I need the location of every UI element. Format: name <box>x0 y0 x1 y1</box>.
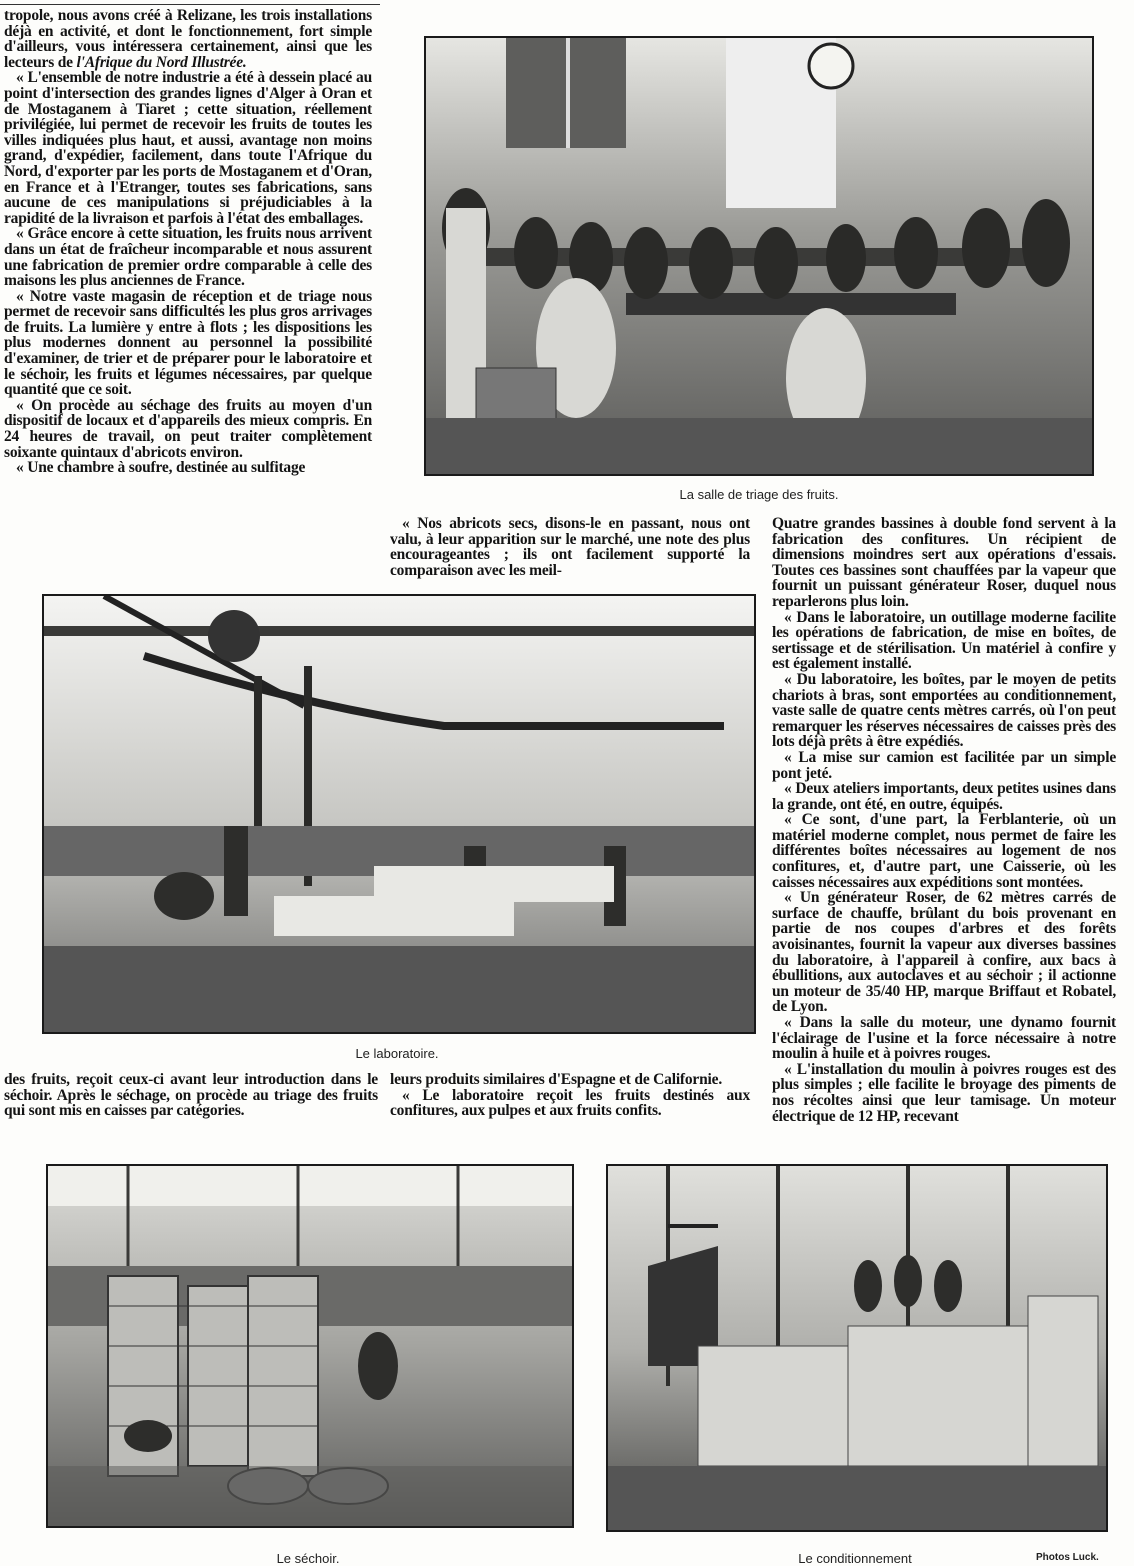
paragraph: « Du laboratoire, les boîtes, par le moyen de petits chariots à bras, sont emportées au conditionnement, vaste salle de quatre cents mètres carrés, où l'on peut remarquer les réserves nécessaires de caisses près des lots déjà prêts à être expédiés. <box>772 670 1116 751</box>
paragraph: Quatre grandes bassines à double fond servent à la fabrication des confitures. Un récipient de dimensions moindres sert aux opérations d'essais. Toutes ces bassines sont chauffées par la vapeur que fournit un puissant générateur Roser, duquel nous reparlerons plus loin. <box>772 515 1116 610</box>
photo-laboratoire <box>42 594 756 1034</box>
text-column-bottom-left <box>4 1072 378 1119</box>
paragraph: « On procède au séchage des fruits au moyen d'un dispositif de locaux et d'appareils des mieux compris. En 24 heures de travail, on peut traiter complètement soixante quintaux d'abricots environ. <box>4 396 372 461</box>
caption-laboratoire: Le laboratoire. <box>355 1046 439 1061</box>
photo-salle-de-triage <box>424 36 1094 476</box>
text-column-left <box>4 8 372 476</box>
caption-triage: La salle de triage des fruits. <box>679 487 839 502</box>
caption-sechoir: Le séchoir. <box>276 1551 340 1566</box>
paragraph: « Notre vaste magasin de réception et de triage nous permet de recevoir sans difficultés les plus gros arrivages de fruits. La lumière y entre à flots ; les dispositions les plus modernes donnent au personnel la possibilité d'examiner, de trier et de préparer pour le laboratoire et le séchoir, les fruits et légumes nécessaires, par quelque quantité que ce soit. <box>4 287 372 399</box>
photo-sechoir <box>46 1164 574 1528</box>
paragraph: « Le laboratoire reçoit les fruits destinés aux confitures, aux pulpes et aux fruits confits. <box>390 1086 750 1120</box>
paragraph: « Deux ateliers importants, deux petites usines dans la grande, ont été, en outre, équipés. <box>772 780 1116 813</box>
text-column-right <box>772 516 1116 1124</box>
paragraph: « Grâce encore à cette situation, les fruits nous arrivent dans un état de fraîcheur incomparable et nous assurent une fabrication de premier ordre comparable à celle des maisons les plus anciennes de France. <box>4 225 372 290</box>
photo-credit: Photos Luck. <box>1036 1552 1099 1563</box>
photo-conditionnement <box>606 1164 1108 1532</box>
text-column-middle <box>390 516 750 578</box>
paragraph: « La mise sur camion est facilitée par un simple pont jeté. <box>772 748 1116 782</box>
paragraph: « Une chambre à soufre, destinée au sulfitage <box>16 459 306 477</box>
paragraph: « L'installation du moulin à poivres rouges est des plus simples ; elle facilite le broyage des piments de nos récoltes ainsi que leur tamisage. Un moteur électrique de 12 HP, recevant <box>772 1060 1116 1125</box>
paragraph: « L'ensemble de notre industrie a été à dessein placé au point d'intersection des grandes lignes d'Alger à Oran et de Mostaganem à Tiaret ; cette situation, réellement privilégiée, lui permet de recevoir les fruits de toutes les villes indiquées plus haut, et aussi, avantage non moins grand, d'expédier, facilement, dans toute l'Afrique du Nord, d'exporter par les ports de Mostaganem et d'Oran, en France et à l'Etranger, toutes ses fabrications, sans aucune de ces manipulations si préjudiciables à la rapidité de la livraison et parfois à l'état des emballages. <box>4 69 372 227</box>
caption-conditionnement: Le conditionnement <box>798 1551 912 1566</box>
paragraph: des fruits, reçoit ceux-ci avant leur introduction dans le séchoir. Après le séchage, on procède au triage des fruits qui sont mis en caisses par catégories. <box>4 1071 378 1120</box>
paragraph: « Dans la salle du moteur, une dynamo fournit l'éclairage de l'usine et la force nécessaire à notre moulin à huile et à poivres rouges. <box>772 1014 1116 1063</box>
paragraph: « Nos abricots secs, disons-le en passant, nous ont valu, à leur apparition sur le marché, une note des plus encourageantes ; ils ont facilement supporté la comparaison avec les meil- <box>390 515 750 579</box>
paragraph: « Un générateur Roser, de 62 mètres carrés de surface de chauffe, brûlant du bois provenant en partie de nos coupes d'arbres et des forêts avoisinantes, fournit la vapeur aux diverses bassines du laboratoire, à l'appareil à confire, aux bacs à ébullitions, aux autoclaves et au séchoir ; il actionne un moteur de 35/40 HP, marque Briffaut et Robatel, de Lyon. <box>772 889 1116 1016</box>
top-rule <box>0 4 380 5</box>
paragraph: « Ce sont, d'une part, la Ferblanterie, où un matériel moderne complet, nous permet de faire les différentes boîtes nécessaires au logement de nos confitures, et, d'autre part, une Caisserie, où les caisses nécessaires aux expéditions sont montées. <box>772 811 1116 891</box>
paragraph: « Dans le laboratoire, un outillage moderne facilite les opérations de fabrication, de mise en boîtes, de sertissage et de stérilisation. Un matériel à confire y est également installé. <box>772 608 1116 673</box>
text-column-bottom-middle <box>390 1072 750 1119</box>
paragraph: tropole, nous avons créé à Relizane, les trois installations déjà en activité, et dont le fonctionnement, fort simple d'ailleurs, vous intéressera certainement, ainsi que les lecteurs de l'Afrique du Nord Illustrée. <box>4 7 372 71</box>
paragraph: leurs produits similaires d'Espagne et de Californie. <box>390 1071 722 1088</box>
